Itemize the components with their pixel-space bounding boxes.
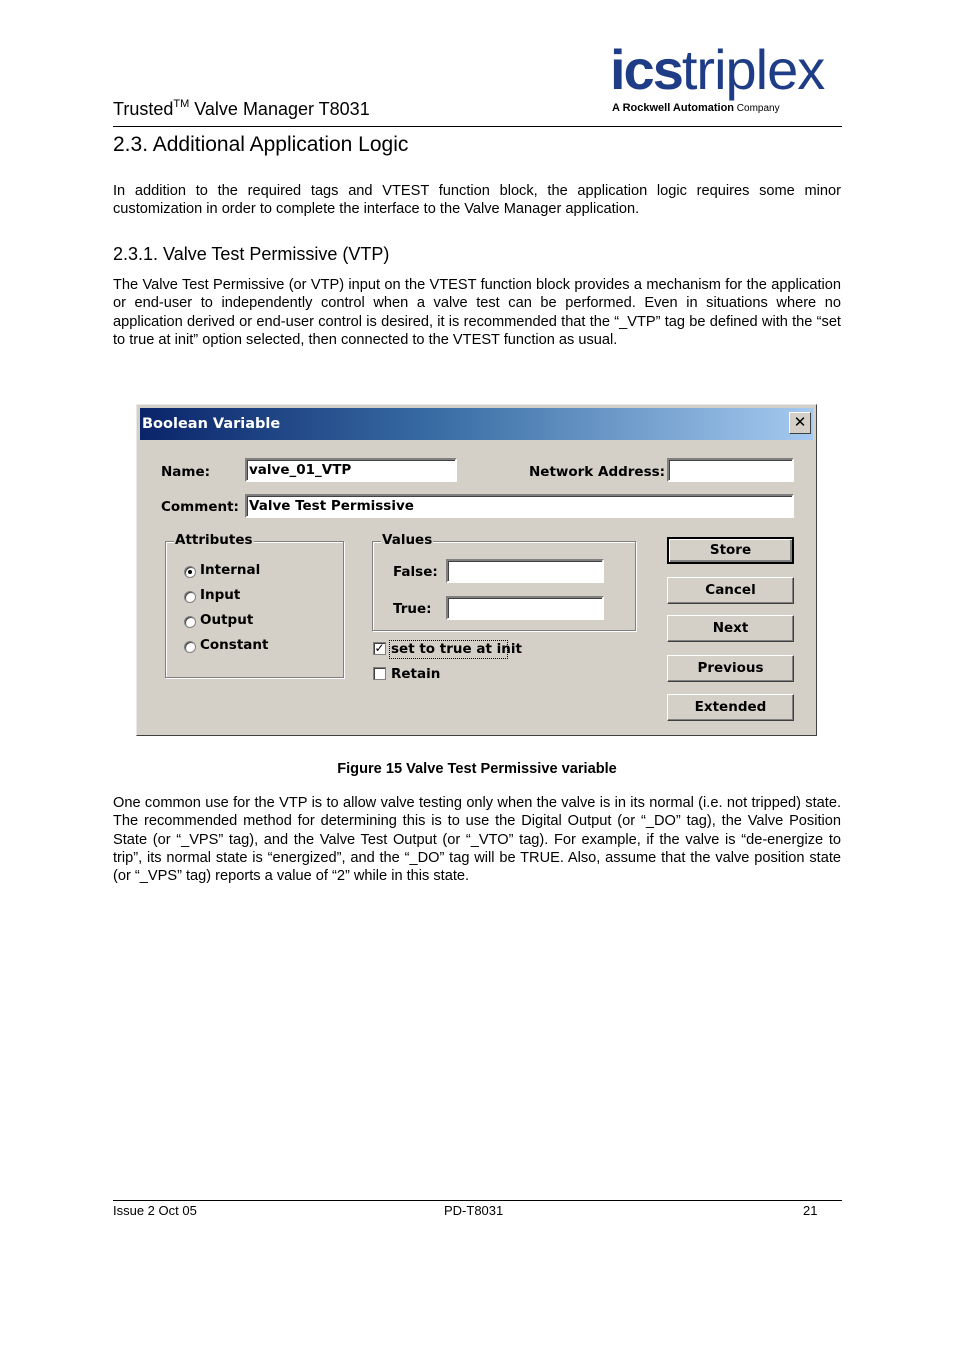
logo-tagline-normal: Company [734, 103, 780, 114]
true-value-input[interactable] [446, 596, 604, 620]
constant-radio-label[interactable]: Constant [200, 637, 269, 653]
dialog-titlebar [140, 408, 813, 440]
network-address-label: Network Address: [529, 464, 666, 480]
logo-tagline [612, 102, 780, 114]
vtp-paragraph: The Valve Test Permissive (or VTP) input on the VTEST function block provides a mechanism for the application or end-user to independently control when a valve test can be performed. Even in situations where no application derived or end-user control is desired, it is recommended that the “_VTP” tag be defined with the “set to true at init” option selected, then connected to the VTEST function as usual. [113, 277, 841, 348]
header-title-suffix: Valve Manager T8031 [189, 99, 370, 119]
values-group-label: Values [382, 532, 433, 548]
cancel-button[interactable]: Cancel [667, 577, 794, 604]
retain-checkbox[interactable] [373, 667, 386, 680]
usage-paragraph: One common use for the VTP is to allow valve testing only when the valve is in its normal (i.e. not tripped) state. The recommended method for determining this is to use the Digital Output (or “_DO” tag), the Valve Position State (or “_VPS” tag), and the Valve Test Output (or “_VTO” tag). For example, if the valve is “de-energize to trip”, its normal state is “energized”, and the “_DO” tag will be TRUE. Also, assume that the valve position state (or “_VPS” tag) reports a value of “2” while in this state. [113, 795, 841, 885]
output-radio-label[interactable]: Output [200, 612, 254, 628]
attributes-group [165, 532, 344, 678]
comment-input[interactable]: Valve Test Permissive [245, 494, 794, 518]
footer-page-number: 21 [803, 1203, 818, 1218]
attributes-group-label: Attributes [175, 532, 253, 548]
false-value-input[interactable] [446, 559, 604, 583]
footer-doc-id: PD-T8031 [444, 1203, 504, 1218]
name-input[interactable]: valve_01_VTP [245, 458, 457, 482]
trademark-sup: TM [173, 98, 190, 110]
network-address-input[interactable] [667, 458, 794, 482]
set-true-checkbox[interactable]: ✓ [374, 641, 385, 655]
true-label: True: [393, 601, 432, 617]
logo-bold-text: ics [610, 38, 682, 101]
constant-radio[interactable] [184, 641, 196, 653]
store-button[interactable]: Store [667, 537, 794, 564]
section-heading: 2.3. Additional Application Logic [113, 133, 409, 156]
values-group [372, 532, 636, 631]
set-true-label[interactable]: set to true at init [391, 641, 522, 657]
page-header-title [113, 98, 370, 120]
retain-label[interactable]: Retain [391, 666, 441, 682]
input-radio-label[interactable]: Input [200, 587, 241, 603]
ics-triplex-logo [610, 40, 824, 100]
logo-light-text: triplex [681, 38, 825, 101]
name-label: Name: [161, 464, 211, 480]
extended-button[interactable]: Extended [667, 694, 794, 721]
false-label: False: [393, 564, 438, 580]
boolean-variable-dialog [136, 404, 817, 736]
output-radio[interactable] [184, 616, 196, 628]
footer-rule [113, 1200, 842, 1201]
dialog-title: Boolean Variable [142, 416, 281, 432]
figure-caption: Figure 15 Valve Test Permissive variable [337, 761, 617, 777]
header-rule [113, 126, 842, 127]
footer-issue: Issue 2 Oct 05 [113, 1203, 197, 1218]
input-radio[interactable] [184, 591, 196, 603]
comment-label: Comment: [161, 499, 239, 515]
internal-radio[interactable] [184, 566, 196, 578]
close-icon[interactable]: ✕ [789, 412, 811, 434]
intro-paragraph: In addition to the required tags and VTEST function block, the application logic requires some minor customization in order to complete the interface to the Valve Manager application. [113, 183, 841, 218]
internal-radio-label[interactable]: Internal [200, 562, 261, 578]
previous-button[interactable]: Previous [667, 655, 794, 682]
next-button[interactable]: Next [667, 615, 794, 642]
subsection-heading: 2.3.1. Valve Test Permissive (VTP) [113, 244, 390, 264]
header-title-prefix: Trusted [113, 99, 174, 119]
logo-tagline-bold: A Rockwell Automation [612, 102, 735, 114]
